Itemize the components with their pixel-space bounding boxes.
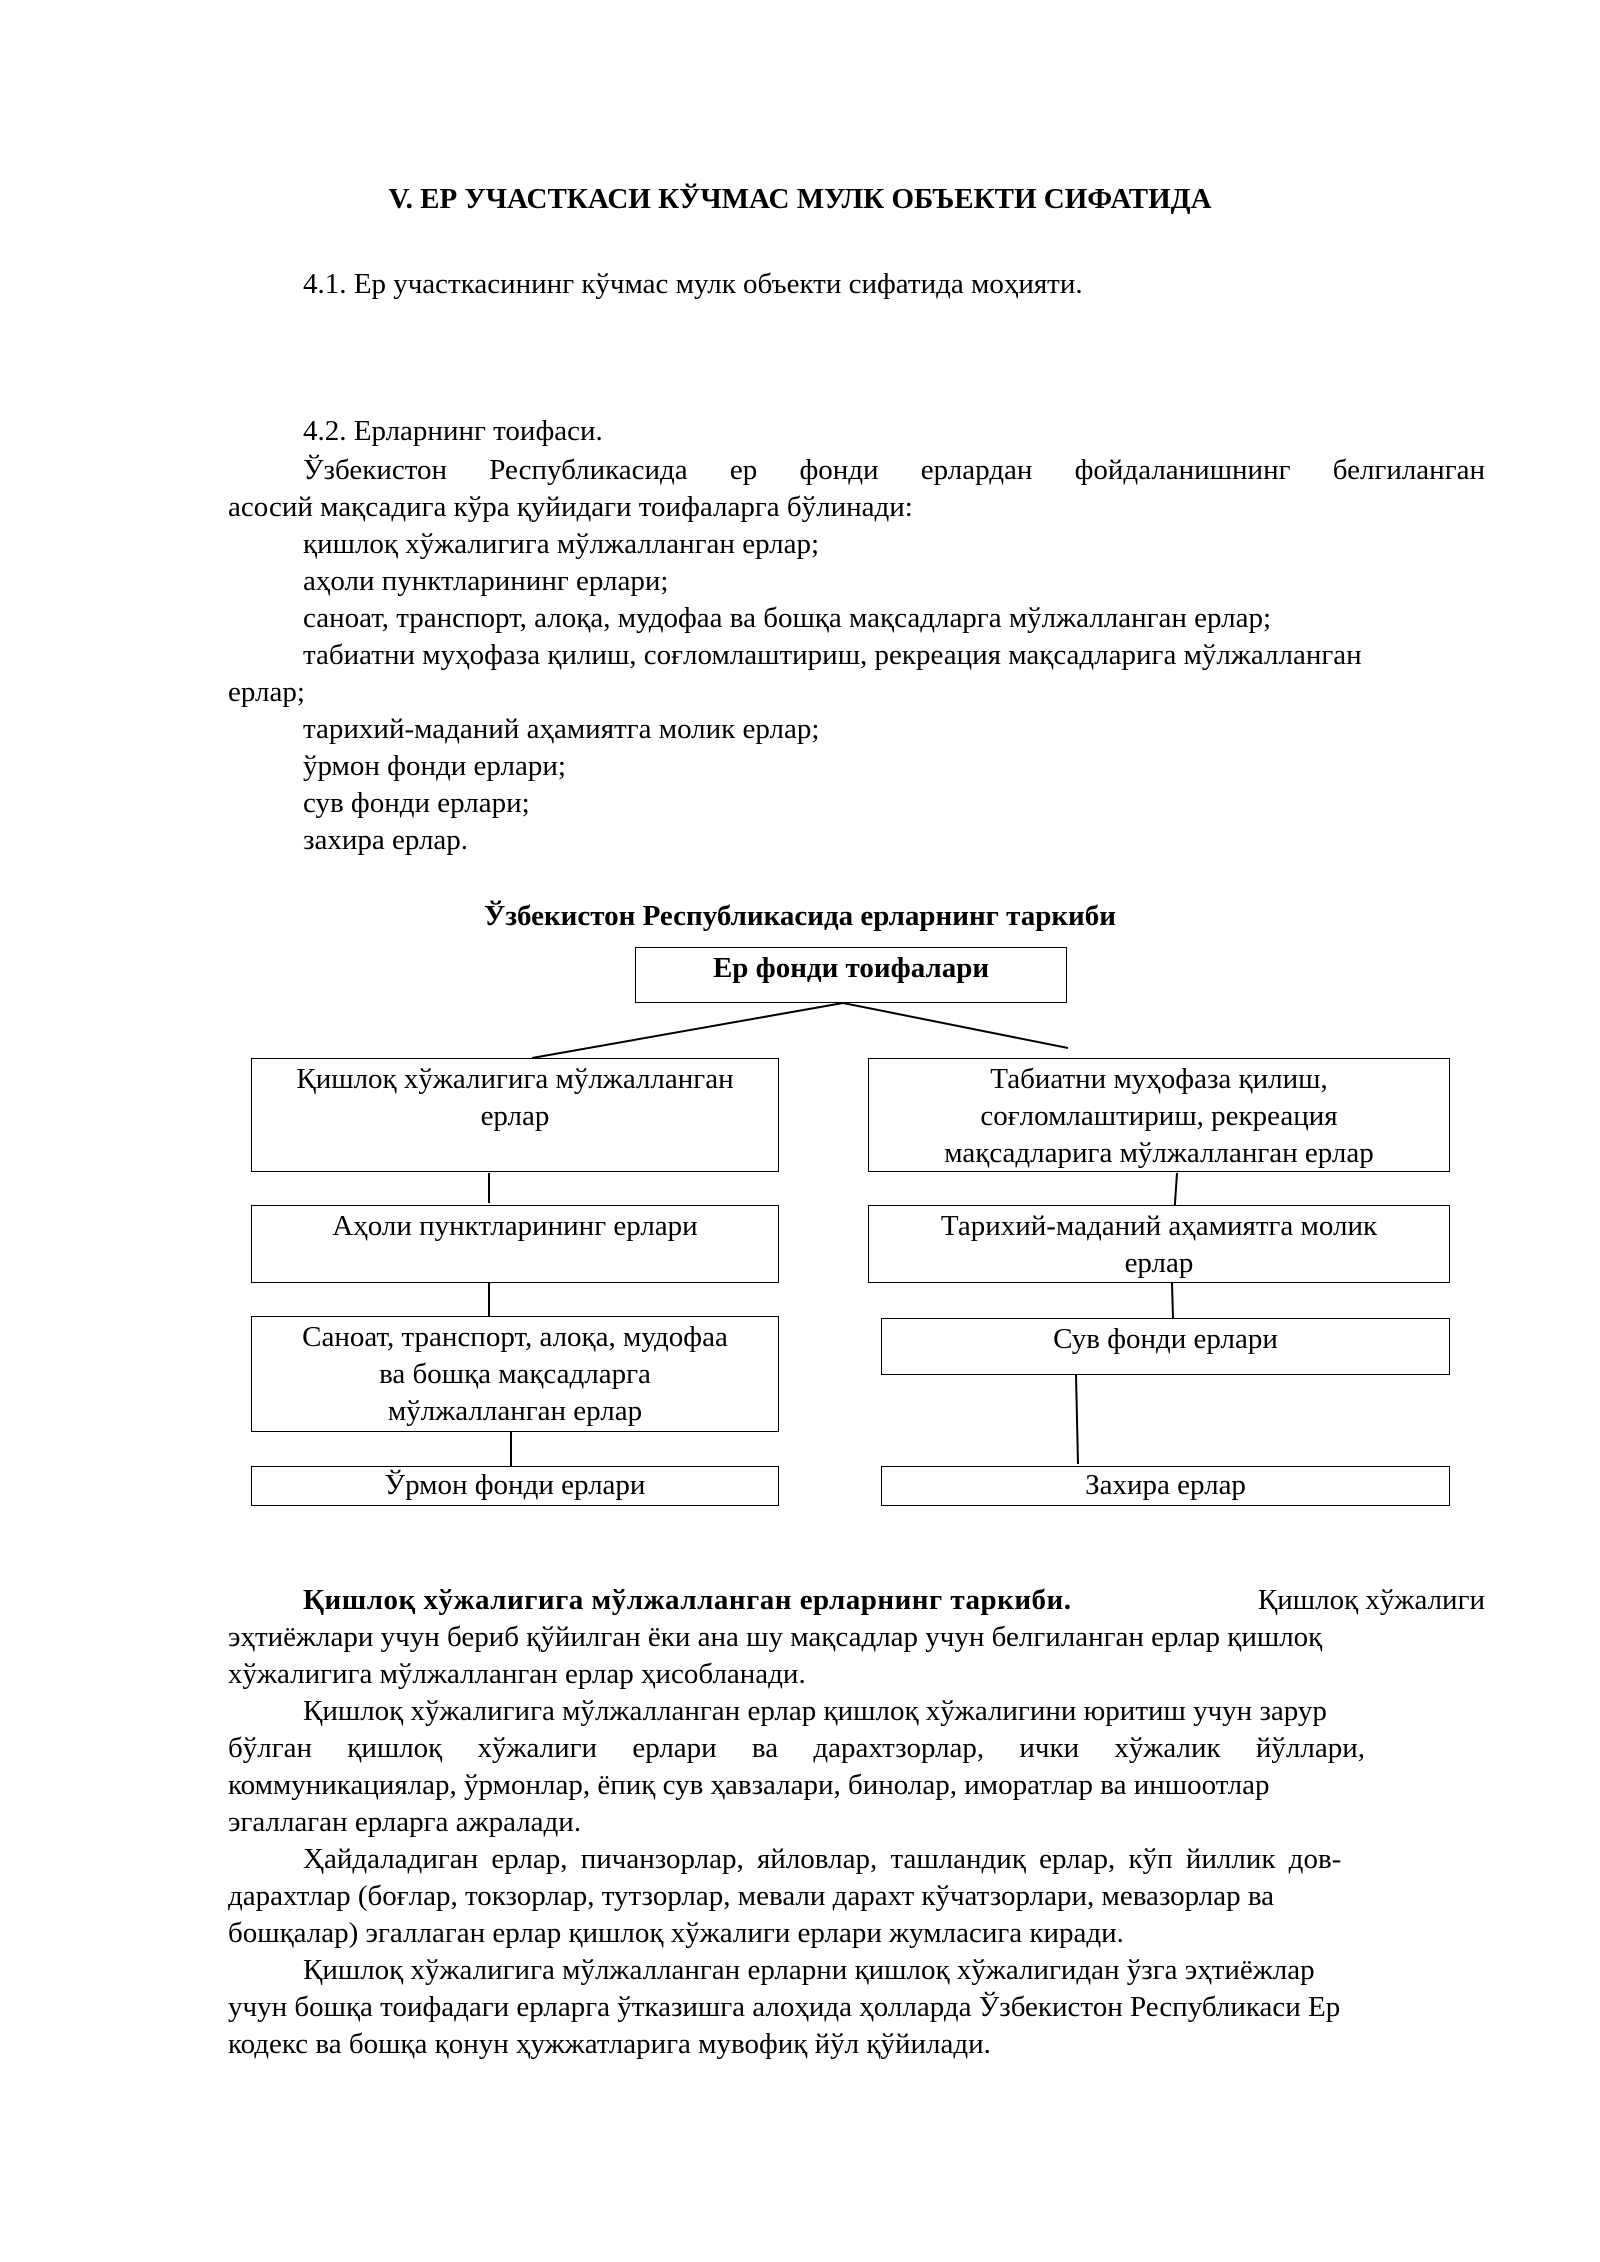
diagram-right-box-1-label: Табиатни муҳофаза қилиш, соғломлаштириш, рекреация мақсадларига мўлжалланган ерлар [944,1063,1374,1169]
body-p1-line-2: эҳтиёжлари учун бериб қўйилган ёки ана шу мақсадлар учун белгиланган ерлар қишлоқ [228,1621,1323,1653]
category-item-8: захира ерлар. [303,824,469,856]
body-p4-line-2: учун бошқа тоифадаги ерларга ўтказишга алоҳида ҳолларда Ўзбекистон Республикаси Ер [228,1991,1341,2023]
category-item-4-line-2: ерлар; [228,676,305,708]
body-p1-line-3: хўжалигига мўлжалланган ерлар ҳисобланади. [228,1658,806,1690]
diagram-right-box-1 [868,1058,1450,1172]
chapter-title: V. ЕР УЧАСТКАСИ КЎЧМАС МУЛК ОБЪЕКТИ СИФАТИДА [388,183,1212,215]
section-4-1-heading: 4.1. Ер участкасининг кўчмас мулк объекти сифатида моҳияти. [303,268,1083,300]
diagram-right-box-2-label: Тарихий-маданий аҳамиятга молик ерлар [940,1210,1378,1279]
diagram-right-box-4 [881,1466,1450,1506]
diagram-right-box-4-label: Захира ерлар [1085,1469,1246,1501]
word: ерлардан [920,454,1033,486]
category-item-7: сув фонди ерлари; [303,787,530,819]
body-p1-line-1 [303,1582,1485,1619]
category-item-5: тарихий-маданий аҳамиятга молик ерлар; [303,713,820,745]
body-p2-line-3: коммуникациялар, ўрмонлар, ёпиқ сув ҳавзалари, бинолар, иморатлар ва иншоотлар [228,1769,1270,1801]
diagram-title: Ўзбекистон Республикасида ерларнинг таркиби [484,900,1116,932]
category-item-6: ўрмон фонди ерлари; [303,750,566,782]
category-item-4-line-1: табиатни муҳофаза қилиш, соғломлаштириш, рекреация мақсадларига мўлжалланган [303,639,1362,671]
diagram-right-box-3-label: Сув фонди ерлари [1053,1323,1278,1355]
body-p3-line-1: Ҳайдаладиган ерлар, пичанзорлар, яйловлар, ташландиқ ерлар, кўп йиллик дов- [303,1843,1342,1875]
connector-root-right [843,1003,1068,1048]
body-p3-line-3: бошқалар) эгаллаган ерлар қишлоқ хўжалиги ерлари жумласига киради. [228,1917,1124,1949]
word: фонди [799,454,879,486]
word: белгиланган [1332,454,1485,486]
body-p1-bold-heading: Қишлоқ хўжалигига мўлжалланган ерларнинг таркиби. [303,1584,1072,1616]
diagram-root-label: Ер фонди тоифалари [712,952,990,984]
section-4-2-heading: 4.2. Ерларнинг тоифаси. [303,415,603,447]
body-p4-line-1: Қишлоқ хўжалигига мўлжалланган ерларни қишлоқ хўжалигидан ўзга эҳтиёжлар [303,1954,1315,1986]
body-p3-line-2: дарахтлар (боғлар, токзорлар, тутзорлар, мевали дарахт кўчатзорлари, мевазорлар ва [228,1880,1275,1912]
diagram-left-box-1-label: Қишлоқ хўжалигига мўлжалланган ерлар [296,1063,734,1132]
connector-right-3-4 [1076,1375,1078,1464]
word: ер [729,454,758,486]
body-p2-line-1: Қишлоқ хўжалигига мўлжалланган ерлар қишлоқ хўжалигини юритиш учун зарур [303,1695,1327,1727]
diagram-root-box [635,947,1067,1003]
connector-right-2-3 [1172,1283,1173,1318]
category-item-2: аҳоли пунктларининг ерлари; [303,565,669,597]
intro-line-2: асосий мақсадига кўра қуйидаги тоифаларга бўлинади: [228,491,913,523]
diagram-left-box-2-label: Аҳоли пунктларининг ерлари [332,1210,698,1242]
diagram-left-box-4 [251,1466,779,1506]
diagram-left-box-2 [251,1205,779,1283]
body-p1-line-1-rest: Қишлоқ хўжалиги [1257,1584,1485,1616]
word: Республикасида [489,454,688,486]
diagram-right-box-2 [868,1205,1450,1283]
category-item-3: саноат, транспорт, алоқа, мудофаа ва бошқа мақсадларга мўлжалланган ерлар; [303,602,1272,634]
diagram-right-box-3 [881,1318,1450,1375]
diagram-left-box-1 [251,1058,779,1172]
connector-root-left [532,1003,843,1058]
body-p2-line-2: бўлган қишлоқ хўжалиги ерлари ва дарахтзорлар, ички хўжалик йўллари, [228,1732,1365,1764]
diagram-left-box-3 [251,1316,779,1432]
diagram-left-box-4-label: Ўрмон фонди ерлари [384,1469,646,1501]
word: фойдаланишнинг [1074,454,1291,486]
diagram-left-box-3-label: Саноат, транспорт, алоқа, мудофаа ва бошқа мақсадларга мўлжалланган ерлар [302,1321,728,1427]
category-item-1: қишлоқ хўжалигига мўлжалланган ерлар; [303,528,820,560]
word: Ўзбекистон [303,454,448,486]
body-p4-line-3: кодекс ва бошқа қонун ҳужжатларига мувофиқ йўл қўйилади. [228,2028,991,2060]
body-p2-line-4: эгаллаган ерларга ажралади. [228,1806,582,1838]
